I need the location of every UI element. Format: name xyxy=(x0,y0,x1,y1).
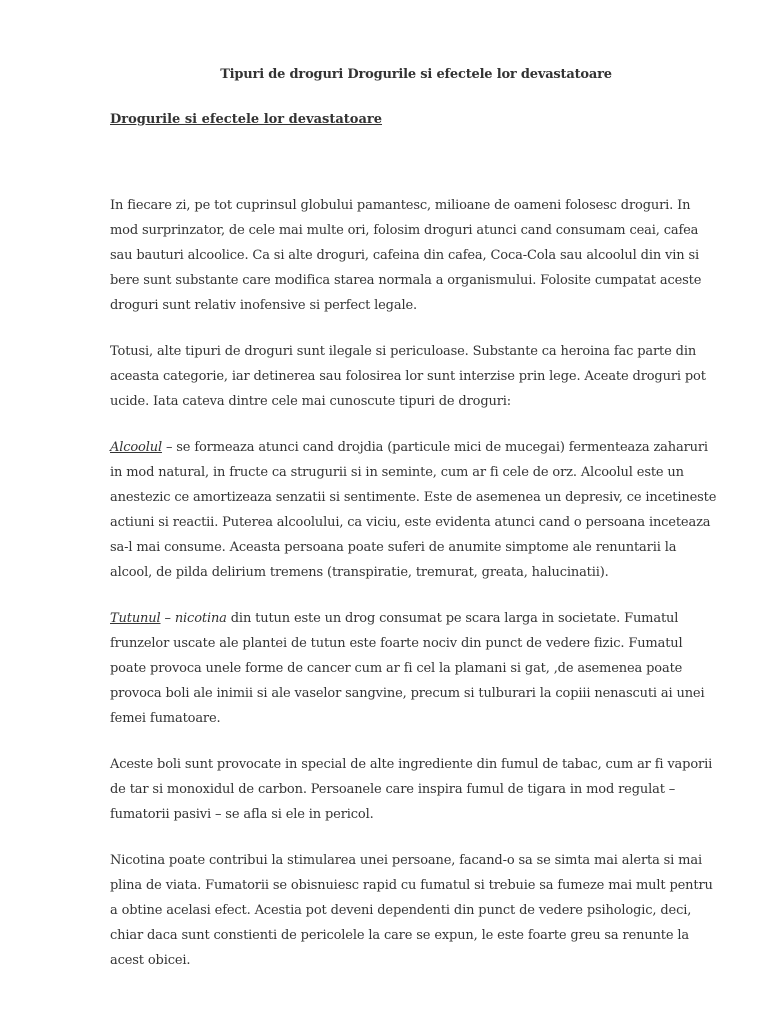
term-nicotine: nicotina xyxy=(174,611,227,626)
paragraph-tobacco xyxy=(110,606,722,731)
paragraph-intro: In fiecare zi, pe tot cuprinsul globului pamantesc, milioane de oameni folosesc droguri. In mod surprinzator, de cele mai multe ori, folosim droguri atunci cand consumam ceai, cafea sau bauturi alcoolice. Ca si alte droguri, cafeina din cafea, Coca-Cola sau alcoolul din vin si bere sunt substante care modifica starea normala a organismului. Folosite cumpatat aceste droguri sunt relativ inofensive si perfect legale. xyxy=(110,198,702,313)
document-title: Tipuri de droguri Drogurile si efectele lor devastatoare xyxy=(220,67,612,82)
term-alcohol: Alcoolul xyxy=(110,440,162,455)
tobacco-description: din tutun este un drog consumat pe scara larga in societate. Fumatul frunzelor uscate ale plantei de tutun este foarte nociv din punct de vedere fizic. Fumatul poate provoca unele forme de cancer cum ar fi cel la plamani si gat, ,de asemenea poate provoca boli ale inimii si ale vaselor sangvine, precum si tulburari la copiii nenascuti ai unei femei fumatoare. xyxy=(110,611,705,726)
document-body xyxy=(110,193,722,994)
term-tobacco: Tutunul xyxy=(110,611,161,626)
paragraph-alcohol xyxy=(110,435,722,585)
paragraph-nicotine-effects: Nicotina poate contribui la stimularea unei persoane, facand-o sa se simta mai alerta si mai plina de viata. Fumatorii se obisnuiesc rapid cu fumatul si trebuie sa fumeze mai mult pentru a obtine acelasi efect. Acestia pot deveni dependenti din punct de vedere psihologic, deci, chiar daca sunt constienti de pericolele la care se expun, le este foarte greu sa renunte la acest obicei. xyxy=(110,853,713,968)
tobacco-dash: – xyxy=(160,611,175,626)
paragraph-tobacco-diseases: Aceste boli sunt provocate in special de alte ingrediente din fumul de tabac, cum ar fi vaporii de tar si monoxidul de carbon. Persoanele care inspira fumul de tigara in mod regulat – fumatorii pasivi – se afla si ele in pericol. xyxy=(110,757,713,822)
alcohol-description: – se formeaza atunci cand drojdia (particule mici de mucegai) fermenteaza zaharuri in mod natural, in fructe ca strugurii si in seminte, cum ar fi cele de orz. Alcoolul este un anestezic ce amortizeaza senzatii si sentimente. Este de asemenea un depresiv, ce incetineste actiuni si reactii. Puterea alcoolului, ca viciu, este evidenta atunci cand o persoana inceteaza sa-l mai consume. Aceasta persoana poate suferi de anumite simptome ale renuntarii la alcool, de pilda delirium tremens (transpiratie, tremurat, greata, halucinatii). xyxy=(110,440,717,580)
section-heading: Drogurile si efectele lor devastatoare xyxy=(110,112,382,127)
paragraph-illegal-drugs: Totusi, alte tipuri de droguri sunt ilegale si periculoase. Substante ca heroina fac parte din aceasta categorie, iar detinerea sau folosirea lor sunt interzise prin lege. Aceate droguri pot ucide. Iata cateva dintre cele mai cunoscute tipuri de droguri: xyxy=(110,344,706,409)
